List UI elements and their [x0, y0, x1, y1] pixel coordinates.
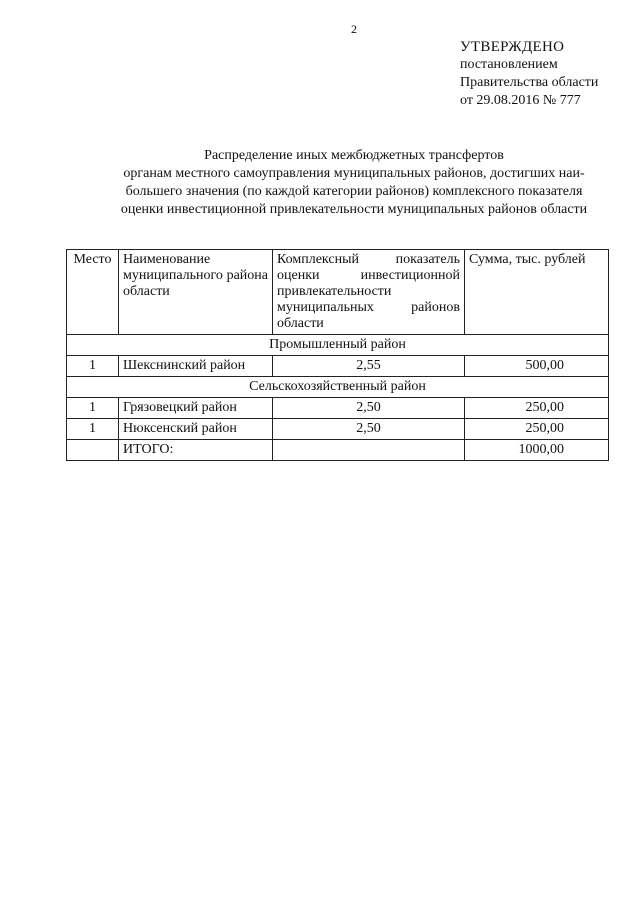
- cell-indicator: 2,55: [273, 356, 465, 377]
- distribution-table: [66, 249, 608, 461]
- cell-district-name: Шекснинский район: [119, 356, 273, 377]
- cell-sum: 500,00: [465, 356, 609, 377]
- total-label: ИТОГО:: [119, 440, 273, 461]
- title-line-2: органам местного самоуправления муниципальных районов, достигших наи-: [123, 166, 585, 181]
- total-sum: 1000,00: [465, 440, 609, 461]
- cell-place: 1: [67, 356, 119, 377]
- approval-approved: УТВЕРЖДЕНО: [460, 39, 565, 55]
- cell-district-name: Нюксенский район: [119, 419, 273, 440]
- approval-stamp: [460, 38, 598, 110]
- category-row: [67, 335, 609, 356]
- table-row: [67, 356, 609, 377]
- document-title: [96, 147, 612, 219]
- page-number: 2: [351, 22, 357, 36]
- header-indicator: Комплексный показатель оценки инвестиционной привлекательности муниципальных районов области: [273, 250, 465, 335]
- cell-indicator: 2,50: [273, 419, 465, 440]
- cell-indicator: 2,50: [273, 398, 465, 419]
- category-title: Промышленный район: [67, 335, 609, 356]
- header-district-name: Наименование муниципального района области: [119, 250, 273, 335]
- approval-government: Правительства области: [460, 75, 599, 90]
- table-row: [67, 419, 609, 440]
- category-row: [67, 377, 609, 398]
- approval-resolution: постановлением: [460, 57, 558, 72]
- cell-place: 1: [67, 419, 119, 440]
- title-line-1: Распределение иных межбюджетных трансфертов: [204, 148, 504, 163]
- title-line-3: большего значения (по каждой категории районов) комплексного показателя: [125, 184, 583, 199]
- cell-sum: 250,00: [465, 419, 609, 440]
- total-empty-indicator: [273, 440, 465, 461]
- table-row: [67, 398, 609, 419]
- total-empty-place: [67, 440, 119, 461]
- cell-place: 1: [67, 398, 119, 419]
- title-line-4: оценки инвестиционной привлекательности муниципальных районов области: [120, 202, 588, 217]
- approval-date-number: от 29.08.2016 № 777: [460, 93, 581, 108]
- cell-sum: 250,00: [465, 398, 609, 419]
- category-title: Сельскохозяйственный район: [67, 377, 609, 398]
- cell-district-name: Грязовецкий район: [119, 398, 273, 419]
- header-place: Место: [67, 250, 119, 335]
- table-header-row: [67, 250, 609, 335]
- total-row: [67, 440, 609, 461]
- header-sum: Сумма, тыс. рублей: [465, 250, 609, 335]
